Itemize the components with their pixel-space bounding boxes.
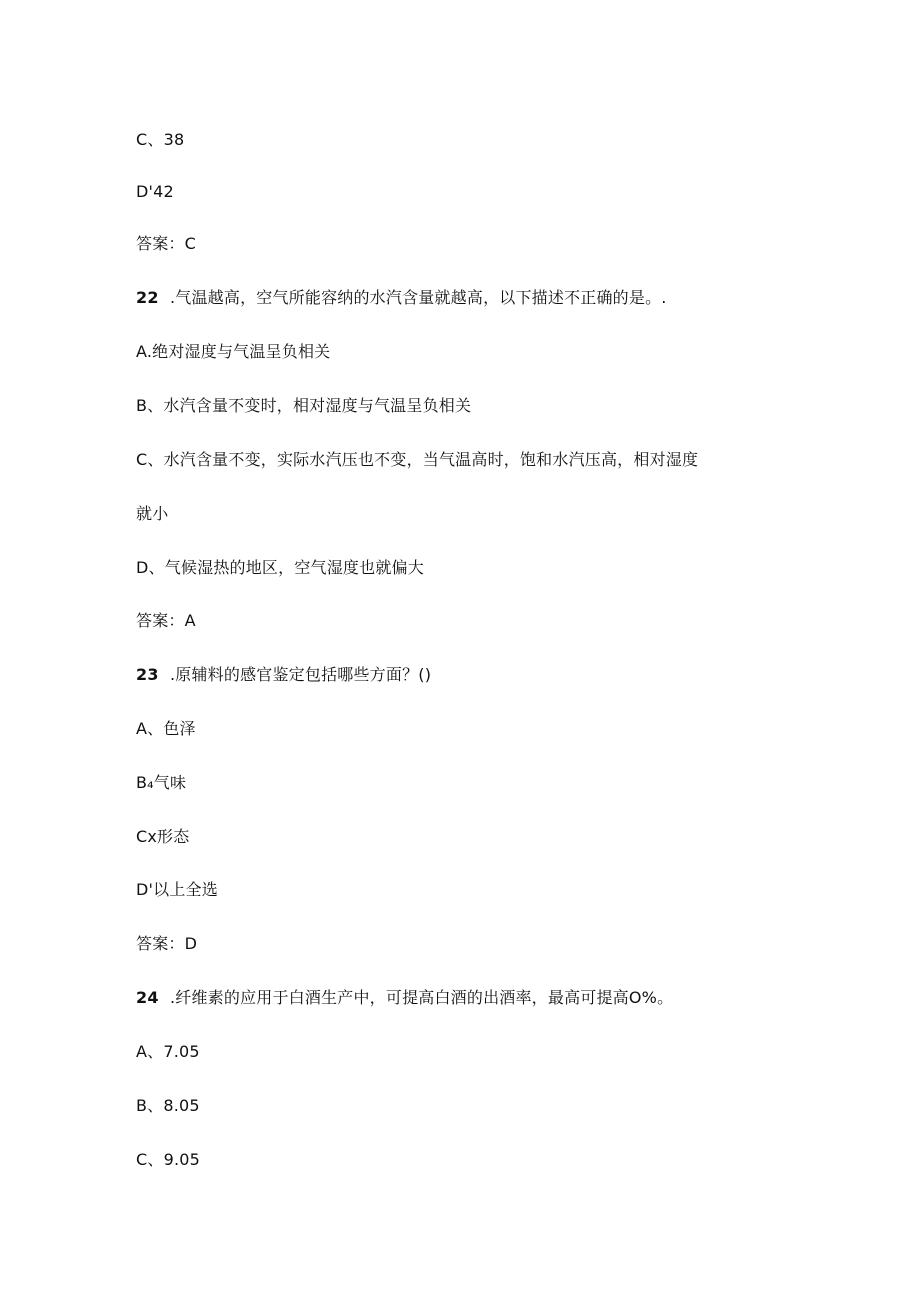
option-c: C、水汽含量不变，实际水汽压也不变，当气温高时，饱和水汽压高，相对湿度 [136,450,699,469]
option-d: D'42 [136,182,174,201]
question-text: .气温越高，空气所能容纳的水汽含量就越高，以下描述不正确的是。. [170,288,667,307]
question-24 [136,988,673,1008]
option-a: A、色泽 [136,719,196,738]
option-b: B、8.05 [136,1096,200,1115]
option-a: A.绝对湿度与气温呈负相关 [136,342,331,361]
option-c: Cx形态 [136,827,190,846]
option-d: D、气候湿热的地区，空气湿度也就偏大 [136,558,424,577]
question-text: .纤维素的应用于白酒生产中，可提高白酒的出酒率，最高可提高O%。 [170,988,674,1007]
option-c: C、38 [136,130,185,149]
option-c-continued: 就小 [136,504,169,523]
question-23 [136,665,431,685]
answer-line: 答案：A [136,611,196,630]
option-b: B、水汽含量不变时，相对湿度与气温呈负相关 [136,396,472,415]
option-b: B₄气味 [136,773,187,792]
option-d: D'以上全选 [136,880,218,899]
question-number: 24 [136,988,159,1007]
question-text: .原辅料的感官鉴定包括哪些方面？() [170,665,432,684]
option-a: A、7.05 [136,1042,200,1061]
answer-line: 答案：D [136,934,198,953]
answer-line: 答案：C [136,234,196,253]
question-number: 22 [136,288,159,307]
option-c: C、9.05 [136,1150,200,1169]
question-22 [136,288,667,308]
question-number: 23 [136,665,159,684]
